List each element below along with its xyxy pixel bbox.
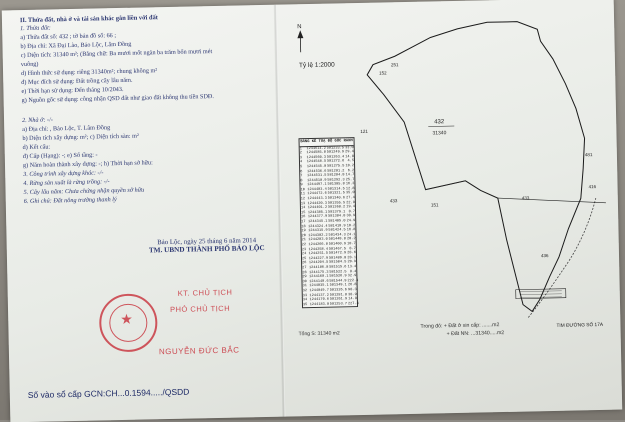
coordinate-cell: 581292.3 xyxy=(327,178,345,183)
coordinate-cell: 1244585.8 xyxy=(307,151,327,156)
coordinate-cell: 17 xyxy=(301,220,308,225)
certificate-line: 1. Thửa đất: xyxy=(20,20,270,34)
coordinate-cell: 581460.9 xyxy=(329,242,347,247)
certificate-line: b) Diện tích xây dựng: m²; c) Diện tích sàn: m² xyxy=(22,130,272,144)
coordinate-cell: 15 xyxy=(301,211,308,216)
coordinate-cell: 581233.5 xyxy=(327,146,345,151)
coordinate-cell: 1244302.2 xyxy=(308,233,328,238)
signature-title-1: KT. CHỦ TỊCH xyxy=(178,288,233,298)
coordinate-cell: 1244472.6 xyxy=(307,192,327,197)
coordinate-cell: 1244168.1 xyxy=(309,275,329,280)
coordinate-cell: 10.2 xyxy=(347,224,356,229)
coordinate-cell: 1244266.8 xyxy=(308,243,328,248)
coordinate-cell: 581314.5 xyxy=(328,187,346,192)
coordinate-cell: 9 xyxy=(300,183,307,188)
certificate-line: đ) Mục đích sử dụng: Đất trồng cây lâu năm. xyxy=(21,74,271,88)
certificate-line: c) Diện tích: 31340 m²; (Bằng chữ: Ba mươi mốt ngàn ba trăm bốn mươi mét xyxy=(21,47,271,61)
land-certificate-page xyxy=(2,0,622,422)
coordinate-cell: 1244251.5 xyxy=(309,252,329,257)
road-label: TIM ĐƯỜNG SỐ 17A xyxy=(556,323,603,329)
coordinate-cell: 21 xyxy=(302,239,309,244)
coordinate-cell: 98.3 xyxy=(348,288,357,293)
coordinate-cell: 14.8 xyxy=(345,155,354,160)
certificate-line: vuông) xyxy=(21,56,271,70)
north-label: N xyxy=(297,24,301,30)
coordinate-cell: 22 xyxy=(302,243,309,248)
coordinate-cell: 581526.9 xyxy=(329,274,347,279)
coordinate-cell: 4.5 xyxy=(345,159,354,164)
area-breakdown xyxy=(420,322,504,339)
coordinate-cell: 8 xyxy=(300,179,307,184)
coordinate-cell: 1244035.1 xyxy=(309,284,329,289)
coordinate-row xyxy=(303,302,357,308)
coordinate-cell: 13 xyxy=(301,202,308,207)
road-line xyxy=(526,198,598,317)
total-area-label: Tổng S: 31340 m2 xyxy=(299,330,340,337)
coordinate-cell: 26.8 xyxy=(348,283,357,288)
coordinate-cell: 1244548.5 xyxy=(307,160,327,165)
coordinate-cell: 581472.9 xyxy=(329,251,347,256)
coordinate-table xyxy=(298,137,358,308)
coordinate-cell: 5 xyxy=(300,165,307,170)
coordinate-cell: 1244283.0 xyxy=(308,238,328,243)
neighbor-parcel-label: 481 xyxy=(585,152,593,157)
coordinate-cell: 11 xyxy=(301,193,308,198)
coordinate-cell: 1244183.0 xyxy=(310,302,330,307)
coordinate-cell: 1244049.7 xyxy=(309,289,329,294)
certificate-details xyxy=(20,11,274,207)
coordinate-cell: 34 xyxy=(303,298,310,303)
coordinate-cell: 581263.4 xyxy=(327,155,345,160)
coordinate-cell: 16.8 xyxy=(347,228,356,233)
coordinate-cell: 20.2 xyxy=(347,238,356,243)
coordinate-cell: 1244420.3 xyxy=(308,201,328,206)
coordinate-cell: 32.9 xyxy=(348,274,357,279)
coordinate-cell: 7 xyxy=(300,174,307,179)
coordinate-cell: 581424.5 xyxy=(328,229,346,234)
coordinate-cell: 23 xyxy=(302,248,309,253)
coordinate-cell: 1244560.3 xyxy=(307,155,327,160)
coordinate-cell: 1244614.2 xyxy=(306,146,326,151)
coordinate-cell: 1244170.6 xyxy=(310,298,330,303)
coordinate-cell: 581272.6 xyxy=(327,160,345,165)
coordinate-cell: 1244545.0 xyxy=(307,165,327,170)
coordinate-cell: 25.7 xyxy=(346,178,355,183)
neighbor-parcel-label: 416 xyxy=(589,184,597,189)
coordinate-cell: 1244536.6 xyxy=(307,169,327,174)
coordinate-cell: 35 xyxy=(303,303,310,308)
red-seal-stamp xyxy=(99,293,158,352)
parcel-diagram xyxy=(282,0,621,416)
coordinate-cell: 13.4 xyxy=(347,265,356,270)
coordinate-cell: 581249.9 xyxy=(327,150,345,155)
coordinate-cell: 16 xyxy=(301,216,308,221)
neighbor-line-1 xyxy=(498,196,606,205)
coordinate-cell: 581515.6 xyxy=(329,265,347,270)
coordinate-cell: 29 xyxy=(302,275,309,280)
coordinate-cell: 1244258.4 xyxy=(309,247,329,252)
coordinate-cell: 581418.9 xyxy=(328,224,346,229)
coordinate-cell: 227.4 xyxy=(348,302,357,307)
coordinate-cell: 581434.3 xyxy=(328,233,346,238)
signature-block xyxy=(132,237,282,255)
neighbor-parcel-label: 151 xyxy=(431,202,439,207)
coordinate-cell: 222.4 xyxy=(347,279,356,284)
coordinate-cell: 14.7 xyxy=(346,173,355,178)
coordinate-cell: 1244345.1 xyxy=(308,220,328,225)
coordinate-cell: 35.0 xyxy=(346,192,355,197)
coordinate-cell: 1244443.3 xyxy=(307,197,327,202)
coordinate-cell: 581305.8 xyxy=(327,183,345,188)
coordinate-cell: 581340.6 xyxy=(328,196,346,201)
coordinate-cell: 8.4 xyxy=(348,270,357,275)
coordinate-cell: 581384.0 xyxy=(328,215,346,220)
coordinate-cell: 581281.8 xyxy=(330,293,348,298)
coordinate-cell: 20.9 xyxy=(347,260,356,265)
coordinate-cell: 1244186.8 xyxy=(309,266,329,271)
coordinate-cell: 581321.5 xyxy=(328,192,346,197)
neighbor-parcel-label: 251 xyxy=(391,62,399,67)
coordinate-cell: 10.7 xyxy=(347,242,356,247)
neighbor-line-3 xyxy=(367,65,373,75)
coordinate-cell: 581504.5 xyxy=(329,261,347,266)
coordinate-cell: 2 xyxy=(300,151,307,156)
coordinate-cell: 38.9 xyxy=(346,215,355,220)
coordinate-cell: 581405.0 xyxy=(328,219,346,224)
coordinate-cell: 581448.8 xyxy=(329,238,347,243)
certificate-line: a) Thửa đất số: 432 ; tờ bản đồ số: 66 ; xyxy=(20,29,270,43)
coordinate-cell: 581467.5 xyxy=(329,247,347,252)
coordinate-cell: 1244324.4 xyxy=(308,224,328,229)
neighbor-line-2 xyxy=(425,181,465,190)
coordinate-cell: 1244227.9 xyxy=(309,256,329,261)
coordinate-cell: 3 xyxy=(300,156,307,161)
coordinate-cell: 18 xyxy=(301,225,308,230)
certificate-line: 3. Công trình xây dựng khác: -/- xyxy=(23,166,273,180)
certificate-line: d) Kết cấu: xyxy=(23,139,273,153)
signer-name: NGUYỄN ĐỨC BẮC xyxy=(159,346,240,357)
signature-title-2: PHÓ CHỦ TỊCH xyxy=(170,304,230,314)
coordinate-cell: 19 xyxy=(301,229,308,234)
coordinate-cell: 10 xyxy=(301,188,308,193)
coordinate-cell: 1244497.1 xyxy=(307,183,327,188)
coordinate-cell: 581326.6 xyxy=(330,288,348,293)
coordinate-cell: 4 xyxy=(300,160,307,165)
coordinate-cell: 30 xyxy=(302,280,309,285)
coordinate-cell: 10.2 xyxy=(345,164,354,169)
coordinate-cell: 27.4 xyxy=(346,196,355,201)
coordinate-cell: 1244483.4 xyxy=(307,188,327,193)
coordinate-cell: 581544.9 xyxy=(329,279,347,284)
certificate-line: b) Địa chỉ: Xã Đại Lào, Bảo Lộc, Lâm Đồng xyxy=(20,38,270,52)
coordinate-cell: 581253.7 xyxy=(330,302,348,307)
coordinate-cell: 581368.2 xyxy=(328,206,346,211)
parcel-number: 432 xyxy=(434,119,445,125)
parcel-boundary xyxy=(366,20,588,314)
neighbor-parcel-label: 433 xyxy=(522,195,530,200)
certificate-line: 6. Ghi chú: Đất nông trường thanh lý xyxy=(24,193,274,207)
neighbor-parcel-label: 436 xyxy=(541,253,549,258)
coordinate-cell: 1244315.9 xyxy=(308,229,328,234)
coordinate-cell: 581281.2 xyxy=(327,169,345,174)
certificate-line: g) Nguồn gốc sử dụng: công nhận QSD đất như giao đất không thu tiền SDĐ. xyxy=(22,92,272,106)
coordinate-cell: 32 xyxy=(303,289,310,294)
coordinate-cell: 6 xyxy=(300,170,307,175)
certificate-line: d) Hình thức sử dụng: riêng 31340m²; chung không m² xyxy=(21,65,271,79)
parcel-area: 31340 xyxy=(432,130,446,136)
coordinate-cell: 12.8 xyxy=(346,187,355,192)
agricultural-area-line: + Đất NN: ...31340.....m2 xyxy=(421,330,505,340)
coordinate-cell: 24.1 xyxy=(347,233,356,238)
neighbor-parcel-labels xyxy=(359,58,598,262)
certificate-line: e) Thời hạn sử dụng: Đến tháng 10/2043. xyxy=(21,83,271,97)
coordinate-cell: 29.4 xyxy=(345,150,354,155)
north-arrow xyxy=(297,24,304,52)
coordinate-cell: 19.4 xyxy=(346,205,355,210)
coordinate-cell: 14 xyxy=(301,206,308,211)
coordinate-cell: 1244385.1 xyxy=(308,211,328,216)
coordinate-cell: 27 xyxy=(302,266,309,271)
coordinate-cell: 581379.1 xyxy=(328,210,346,215)
issuing-authority: TM. UBND THÀNH PHỐ BẢO LỘC xyxy=(132,244,282,255)
neighbor-parcel-label: 433 xyxy=(390,198,398,203)
coordinate-cell: 33 xyxy=(303,294,310,299)
coordinate-cell: 8.7 xyxy=(346,210,355,215)
coordinate-cell: 28.6 xyxy=(347,251,356,256)
registry-number: Số vào sổ cấp GCN:CH...0.1594...../QSDD xyxy=(28,387,190,400)
coordinate-cell: 1244531.5 xyxy=(307,174,327,179)
coordinate-cell: 581261.9 xyxy=(330,297,348,302)
map-scale: Tỷ lệ 1:2000 xyxy=(299,61,335,69)
coordinate-cell: 1244137.2 xyxy=(310,293,330,298)
certificate-line: đ) Cấp (Hạng): -; e) Số tầng: - xyxy=(23,148,273,162)
certificate-line: II. Thửa đất, nhà ở và tài sản khác gắn liền với đất xyxy=(20,11,270,26)
coordinate-cell: 6.2 xyxy=(345,169,354,174)
certificate-line: 2. Nhà ở: -/- xyxy=(22,112,272,126)
coordinate-cell: 1244140.6 xyxy=(309,279,329,284)
coordinate-cell: 581489.0 xyxy=(329,256,347,261)
coordinate-cell: 25 xyxy=(302,257,309,262)
coordinate-cell: 1 xyxy=(300,147,307,152)
coordinate-cell: 38.9 xyxy=(348,293,357,298)
residential-area-line: Trong đó: + Đất ở xin cấp: .......m2 xyxy=(420,322,504,332)
neighbor-parcel-label: 152 xyxy=(379,70,387,75)
coordinate-cell: 581275.5 xyxy=(327,164,345,169)
coordinate-cell: 1244175.3 xyxy=(309,270,329,275)
coordinate-cell: 14.9 xyxy=(348,297,357,302)
coordinate-cell: 1244401.2 xyxy=(308,206,328,211)
coordinate-table-header: BẢNG KÊ TOẠ ĐỘ GÓC RANH xyxy=(300,138,354,147)
coordinate-cell: 581355.5 xyxy=(328,201,346,206)
coordinate-cell: 31 xyxy=(303,284,310,289)
neighbor-parcel-label: 121 xyxy=(360,129,368,134)
coordinate-cell: 581522.5 xyxy=(329,270,347,275)
star-icon: ★ xyxy=(120,312,133,329)
certificate-line: g) Năm hoàn thành xây dựng: -; h) Thời hạn sở hữu: xyxy=(23,157,273,171)
place-date: Bảo Lộc, ngày 25 tháng 6 năm 2014 xyxy=(132,237,282,247)
coordinate-cell: 20 xyxy=(302,234,309,239)
certificate-line: 4. Rừng sản xuất là rừng trồng: -/- xyxy=(23,175,273,189)
coordinate-cell: 33.0 xyxy=(345,146,354,151)
coordinate-cell: 581284.8 xyxy=(327,173,345,178)
certificate-line: a) Địa chỉ: , Bảo Lộc, T. Lâm Đồng xyxy=(22,121,272,135)
coordinate-cell: 28 xyxy=(302,271,309,276)
coordinate-cell: 1244377.9 xyxy=(308,215,328,220)
coordinate-cell: 8.7 xyxy=(347,247,356,252)
certificate-line: 5. Cây lâu năm: Chưa chứng nhận quyền sở hữu xyxy=(23,184,273,198)
coordinate-cell: 1244204.5 xyxy=(309,261,329,266)
coordinate-cell: 26 xyxy=(302,261,309,266)
coordinate-cell: 22.9 xyxy=(346,201,355,206)
coordinate-cell: 12 xyxy=(301,197,308,202)
coordinate-cell: 28.1 xyxy=(347,256,356,261)
coordinate-cell: 581349.1 xyxy=(330,284,348,289)
coordinate-cell: 16.3 xyxy=(346,182,355,187)
coordinate-cell: 1244518.9 xyxy=(307,178,327,183)
coordinate-cell: 24.9 xyxy=(347,219,356,224)
coordinate-cell: 24 xyxy=(302,252,309,257)
